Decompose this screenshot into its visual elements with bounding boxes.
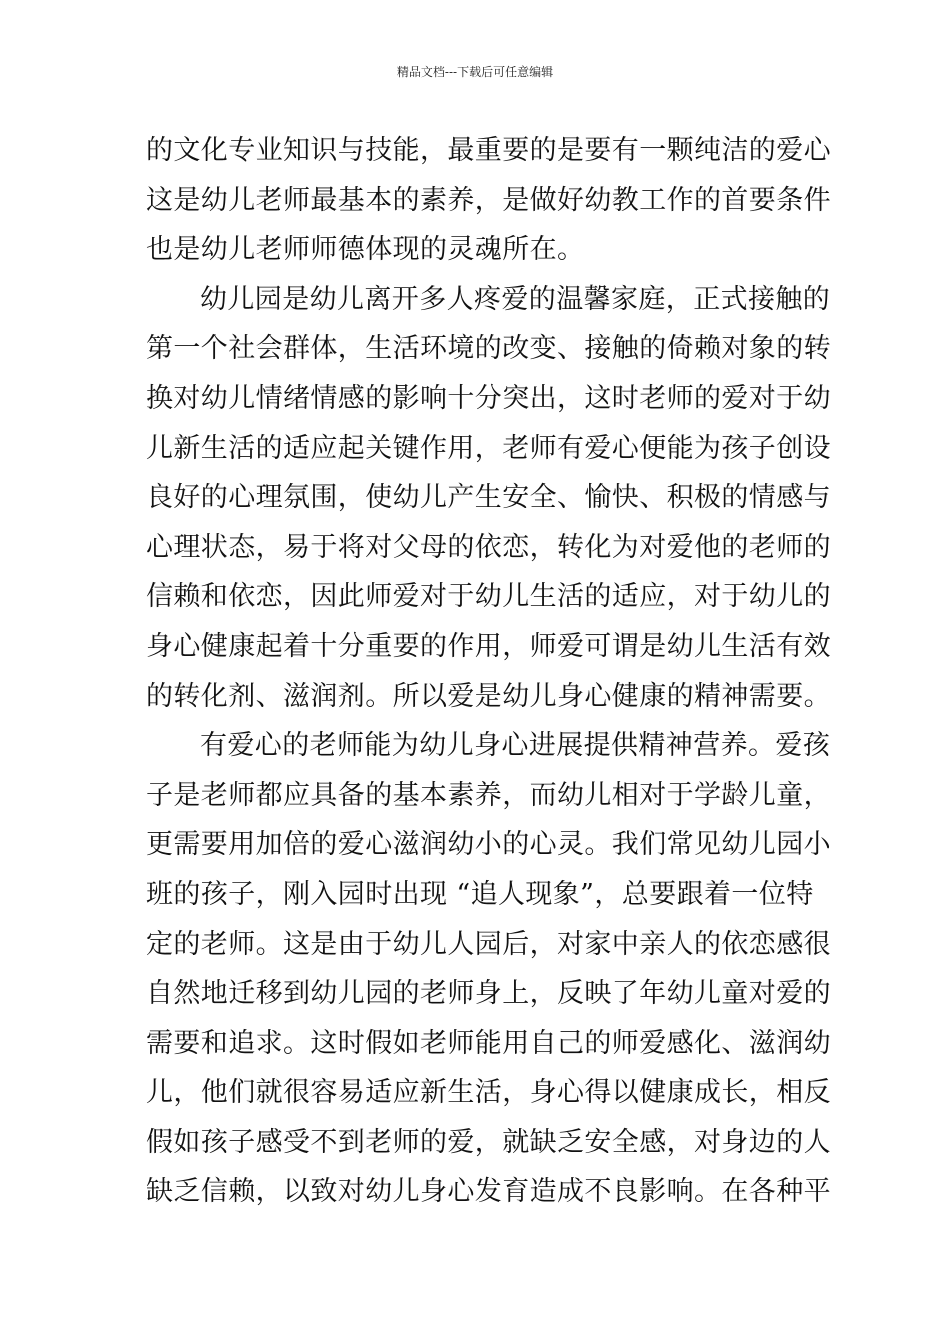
- text-line: 的转化剂、滋润剂。所以爱是幼儿身心健康的精神需要。: [146, 680, 831, 712]
- text-line: 自然地迁移到幼儿园的老师身上，反映了年幼儿童对爱的: [146, 978, 831, 1010]
- text-line: 良好的心理氛围，使幼儿产生安全、愉快、积极的情感与: [146, 482, 831, 514]
- text-line: 儿新生活的适应起关键作用，老师有爱心便能为孩子创设: [146, 432, 831, 464]
- text-line: 更需要用加倍的爱心滋润幼小的心灵。我们常见幼儿园小: [146, 829, 831, 861]
- text-line: 幼儿园是幼儿离开多人疼爱的温馨家庭，正式接触的: [200, 283, 831, 315]
- page-header: 精品文档---下载后可任意编辑: [396, 65, 554, 79]
- text-line: 第一个社会群体，生活环境的改变、接触的倚赖对象的转: [146, 333, 831, 365]
- text-line: 换对幼儿情绪情感的影响十分突出，这时老师的爱对于幼: [146, 382, 831, 414]
- text-line: 也是幼儿老师师德体现的灵魂所在。: [146, 234, 585, 266]
- text-line: 需要和追求。这时假如老师能用自己的师爱感化、滋润幼: [146, 1027, 831, 1059]
- text-line: 假如孩子感受不到老师的爱，就缺乏安全感，对身边的人: [146, 1126, 831, 1158]
- text-line: 心理状态，易于将对父母的依恋，转化为对爱他的老师的: [146, 531, 831, 563]
- text-line: 儿，他们就很容易适应新生活，身心得以健康成长，相反: [146, 1077, 831, 1109]
- text-line: 有爱心的老师能为幼儿身心进展提供精神营养。爱孩: [200, 730, 831, 762]
- text-line: 身心健康起着十分重要的作用，师爱可谓是幼儿生活有效: [146, 630, 831, 662]
- text-line: 这是幼儿老师最基本的素养，是做好幼教工作的首要条件: [146, 184, 831, 216]
- text-line: 信赖和依恋，因此师爱对于幼儿生活的适应，对于幼儿的: [146, 581, 831, 613]
- text-line: 班的孩子，刚入园时出现 “追人现象”，总要跟着一位特: [146, 878, 814, 910]
- document-body: [146, 126, 831, 1217]
- text-line: 子是老师都应具备的基本素养，而幼儿相对于学龄儿童，: [146, 779, 831, 811]
- text-line: 定的老师。这是由于幼儿人园后，对家中亲人的依恋感很: [146, 928, 831, 960]
- text-line: 缺乏信赖，以致对幼儿身心发育造成不良影响。在各种平: [146, 1176, 831, 1208]
- text-line: 的文化专业知识与技能，最重要的是要有一颗纯洁的爱心: [146, 135, 831, 166]
